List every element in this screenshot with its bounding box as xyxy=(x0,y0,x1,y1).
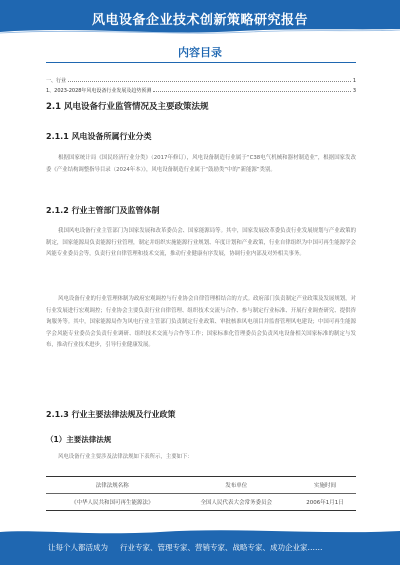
toc-divider xyxy=(46,62,356,63)
paragraph-regulators xyxy=(46,226,356,261)
laws-table xyxy=(46,476,356,511)
header-wave-decoration xyxy=(0,26,400,36)
footer-slogan-right: 行业专家、管理专家、营销专家、战略专家、成功企业家…… xyxy=(120,543,323,552)
paragraph-text: 我国风电设备行业主管部门为国家发展和改革委员会、国家能源局等。其中，国家发展改革委负责行业发展规划与产业政策的制定，国家能源局负责能源行业管理，制定并组织实施能源行业规划、年度计划和产业政策，行业自律组织为中国可再生能源学会风能专业委员会等，负责行业自律管理和技术交流，推动行业健康有序发展，协调行业内部及对外相关事务。 xyxy=(46,228,356,257)
section-heading-2-1-3: 2.1.3 行业主要法律法规及行业政策 xyxy=(46,410,176,419)
table-of-contents xyxy=(46,74,356,94)
paragraph-laws-intro xyxy=(46,452,356,464)
table-cell: 2006年1月1日 xyxy=(294,494,356,511)
report-footer xyxy=(0,530,400,565)
paragraph-text: 风电设备行业的行业管理体制为政府宏观调控与行业协会自律管理相结合的方式。政府部门负责制定产业政策及发展规划，对行业发展进行宏观调控；行业协会主要负责行业自律管理、组织技术交流与合作、参与制定行业标准、开展行业调查研究、提供咨询服务等。其中，国家能源局作为风电行业主管部门负责制定行业政策、审批核准风电项目并监督管理风电建设；中国可再生能源学会风能专业委员会负责行业调研、组织技术交流与合作等工作；国家标准化管理委员会负责风电设备相关国家标准的制定与发布，推动行业技术进步，引导行业健康发展。 xyxy=(46,296,356,348)
paragraph-text: 根据国家统计局《国民经济行业分类》（2017年修订），风电设备制造行业属于“C38电气机械和器材制造业”，根据国家发改委《产业结构调整指导目录（2024年本）》，风电设备制造行业属于“鼓励类”中的“新能源”类别。 xyxy=(46,155,356,173)
toc-item[interactable] xyxy=(46,84,356,94)
table-cell: 全国人民代表大会常务委员会 xyxy=(179,494,294,511)
table-header-row xyxy=(46,477,356,494)
footer-wave-decoration xyxy=(0,526,400,536)
toc-item-text: 1、2023-2028年风电设备行业发展及趋势预测 xyxy=(46,88,152,94)
toc-title: 内容目录 xyxy=(178,46,222,59)
toc-leader-dots xyxy=(153,91,350,92)
toc-item-text: 一、行业 xyxy=(46,78,67,84)
toc-item-page: 3 xyxy=(352,88,356,94)
toc-leader-dots xyxy=(68,81,351,82)
table-header-cell: 实施时间 xyxy=(294,477,356,494)
toc-item-page: 1 xyxy=(352,78,356,84)
table-header-cell: 法律法规名称 xyxy=(46,477,179,494)
section-heading-2-1-1: 2.1.1 风电设备所属行业分类 xyxy=(46,132,152,141)
table-cell: 《中华人民共和国可再生能源法》 xyxy=(46,494,179,511)
paragraph-text: 风电设备行业主要涉及法律法规如下表所示，主要如下： xyxy=(58,454,193,460)
section-heading-2-1-2: 2.1.2 行业主管部门及监管体制 xyxy=(46,206,160,215)
table-row xyxy=(46,494,356,511)
report-title: 风电设备企业技术创新策略研究报告 xyxy=(91,13,308,28)
table-header-cell: 发布单位 xyxy=(179,477,294,494)
report-header xyxy=(0,0,400,34)
sub-heading-laws: （1）主要法律法规 xyxy=(46,435,112,444)
toc-item[interactable] xyxy=(46,74,356,84)
paragraph-regulatory-system xyxy=(46,294,356,352)
section-heading-2-1: 2.1 风电设备行业监管情况及主要政策法规 xyxy=(46,102,209,112)
footer-slogan-left: 让每个人都活成为 xyxy=(48,543,108,552)
paragraph-industry-classification xyxy=(46,153,356,176)
